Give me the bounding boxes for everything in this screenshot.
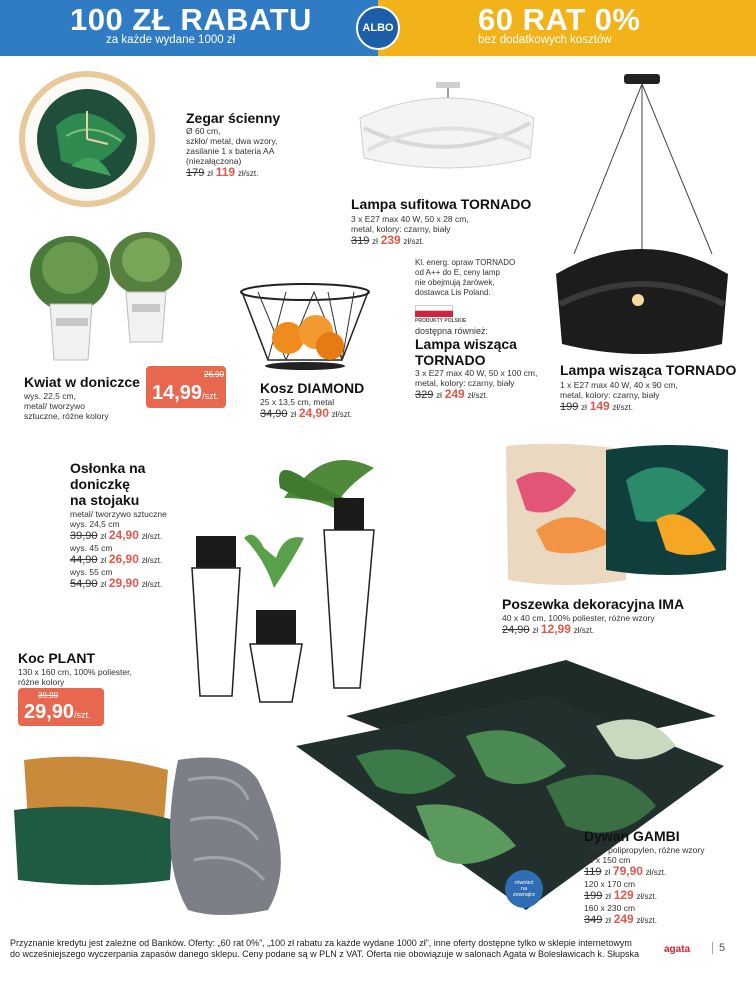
basket-product xyxy=(260,380,400,421)
old-price: 199 xyxy=(560,401,579,413)
clock-product xyxy=(186,110,326,180)
old-price: 44,90 xyxy=(70,554,98,566)
product-name: Kosz DIAMOND xyxy=(260,380,365,396)
basket-image xyxy=(238,282,372,374)
size-row-3: wys. 55 cm 54,90 zł 29,90 zł/szt. xyxy=(70,567,163,590)
pillows-image xyxy=(506,440,730,590)
product-name: Lampa sufitowa TORNADO xyxy=(351,196,532,212)
product-desc: 3 x E27 max 40 W, 50 x 28 cm, metal, kolory: czarny, biały xyxy=(351,214,469,234)
product-name-2: TORNADO xyxy=(415,352,486,368)
product-desc: 100% polipropylen, różne wzory xyxy=(584,845,705,855)
new-price: 119 xyxy=(215,165,236,179)
new-price: 26,90 xyxy=(108,552,139,566)
installments-subtitle: bez dodatkowych kosztów xyxy=(478,34,612,46)
price-row: 319 zł 239 zł/szt. xyxy=(351,233,424,247)
legal-footer: Przyznanie kredytu jest zależne od Banków. Oferty: „60 rat 0%”, „100 zł rabatu za każde wydane 1000 zł”, inne oferty dostępne tylko w sklepie internetowym do wcześniejszego wyczerpania zapasów danego sklepu. Ceny podane są w PLN z VAT. Oferta nie obowiązuje w salonach Agata w Bolesławicach k. Słupska xyxy=(10,938,640,959)
pillow-product xyxy=(502,596,742,637)
clock-image xyxy=(16,66,158,212)
product-name: Lampa wisząca TORNADO xyxy=(560,362,737,378)
old-price: 39,90 xyxy=(70,530,98,542)
polish-products-label: PRODUKTY POLSKIE xyxy=(415,318,467,324)
size-row-3: 160 x 230 cm 349 zł 249 zł/szt. xyxy=(584,903,657,926)
flower-price-badge xyxy=(146,366,226,408)
badge-new-price: 14,99/szt. xyxy=(152,382,219,404)
product-name: Koc PLANT xyxy=(18,650,95,666)
polish-flag-icon xyxy=(415,305,453,317)
old-price: 199 xyxy=(584,890,603,902)
new-price: 29,90 xyxy=(108,576,139,590)
new-price: 129 xyxy=(613,888,634,902)
product-desc: 1 x E27 max 40 W, 40 x 90 cm, metal, kolory: czarny, biały xyxy=(560,380,678,400)
size-row-1: wys. 24,5 cm 39,90 zł 24,90 zł/szt. xyxy=(70,519,163,542)
old-price: 54,90 xyxy=(70,578,98,590)
price-row: 329 zł 249 zł/szt. xyxy=(415,387,488,401)
badge-new-price: 29,90/szt. xyxy=(24,701,91,723)
albo-circle: ALBO xyxy=(356,6,400,50)
price-row: 34,90 zł 24,90 zł/szt. xyxy=(260,406,353,420)
old-price: 119 xyxy=(584,866,602,878)
new-price: 24,90 xyxy=(108,528,139,542)
blankets-image xyxy=(8,740,298,920)
new-price: 249 xyxy=(444,387,465,401)
page-number: 5 xyxy=(712,942,725,954)
hanging-lamp-image xyxy=(552,74,732,364)
discount-subtitle: za każde wydane 1000 zł xyxy=(106,34,236,46)
new-price: 239 xyxy=(380,233,401,247)
flower-product xyxy=(24,374,154,421)
new-price: 24,90 xyxy=(298,406,329,420)
new-price: 249 xyxy=(613,912,634,926)
energy-class-note: Kl. energ. opraw TORNADO od A++ do E, ceny lamp nie obejmują żarówek, dostawca Lis Poland. xyxy=(415,258,516,297)
price-row: 24,90 zł 12,99 zł/szt. xyxy=(502,622,595,636)
installments-title: 60 RAT 0% xyxy=(478,2,641,37)
discount-title: 100 ZŁ RABATU xyxy=(70,2,312,37)
new-price: 149 xyxy=(589,399,610,413)
available-also: dostępna również: xyxy=(415,326,489,336)
new-price: 12,99 xyxy=(540,622,571,636)
installments-banner xyxy=(378,0,756,56)
product-name: Lampa wisząca xyxy=(415,336,517,352)
old-price: 34,90 xyxy=(260,408,288,420)
product-name: Zegar ścienny xyxy=(186,110,281,126)
price-row: 199 zł 149 zł/szt. xyxy=(560,399,633,413)
size-row-1: 80 x 150 cm 119 zł 79,90 zł/szt. xyxy=(584,855,667,878)
hanging-lamp-small-product xyxy=(415,326,555,402)
badge-old-price: 39,90 xyxy=(38,691,59,700)
product-name: Kwiat w doniczce xyxy=(24,374,140,390)
ceiling-lamp-product xyxy=(351,196,541,248)
blanket-price-badge xyxy=(18,688,104,726)
hanging-lamp-product xyxy=(560,362,750,414)
product-desc: Ø 60 cm, szkło/ metal, dwa wzory, zasilanie 1 x bateria AA (niezałączona) xyxy=(186,126,278,166)
blanket-product xyxy=(18,650,188,687)
old-price: 179 xyxy=(186,167,205,179)
old-price: 24,90 xyxy=(502,624,530,636)
outdoor-stamp: również na zewnątrz xyxy=(505,870,543,908)
ceiling-lamp-image xyxy=(354,78,540,178)
size-row-2: 120 x 170 cm 199 zł 129 zł/szt. xyxy=(584,879,657,902)
product-desc: 3 x E27 max 40 W, 50 x 100 cm, metal, kolory: czarny, biały xyxy=(415,368,538,388)
old-price: 319 xyxy=(351,235,370,247)
product-desc: wys. 22,5 cm, metal/ tworzywo sztuczne, różne kolory xyxy=(24,391,109,421)
product-name-2: na stojaku xyxy=(70,492,140,508)
old-price: 349 xyxy=(584,914,603,926)
rug-product xyxy=(584,828,734,927)
product-name: Dywan GAMBI xyxy=(584,828,680,844)
product-desc: 130 x 160 cm, 100% poliester, różne kolory xyxy=(18,667,132,687)
product-desc: metal/ tworzywo sztuczne xyxy=(70,509,167,519)
new-price: 79,90 xyxy=(612,864,643,878)
flower-pots-image xyxy=(26,232,190,364)
discount-banner xyxy=(0,0,378,56)
agata-logo: agata xyxy=(664,944,691,955)
plant-stand-product xyxy=(70,460,200,591)
size-row-2: wys. 45 cm 44,90 zł 26,90 zł/szt. xyxy=(70,543,163,566)
product-desc: 25 x 13,5 cm, metal xyxy=(260,397,335,407)
price-row: 179 zł 119 zł/szt. xyxy=(186,165,259,179)
badge-old-price: 26,90 xyxy=(204,370,225,379)
old-price: 329 xyxy=(415,389,434,401)
promo-banner xyxy=(0,0,756,56)
product-name: Osłonka na doniczkę xyxy=(70,460,146,492)
product-desc: 40 x 40 cm, 100% poliester, różne wzory xyxy=(502,613,655,623)
product-name: Poszewka dekoracyjna IMA xyxy=(502,596,685,612)
